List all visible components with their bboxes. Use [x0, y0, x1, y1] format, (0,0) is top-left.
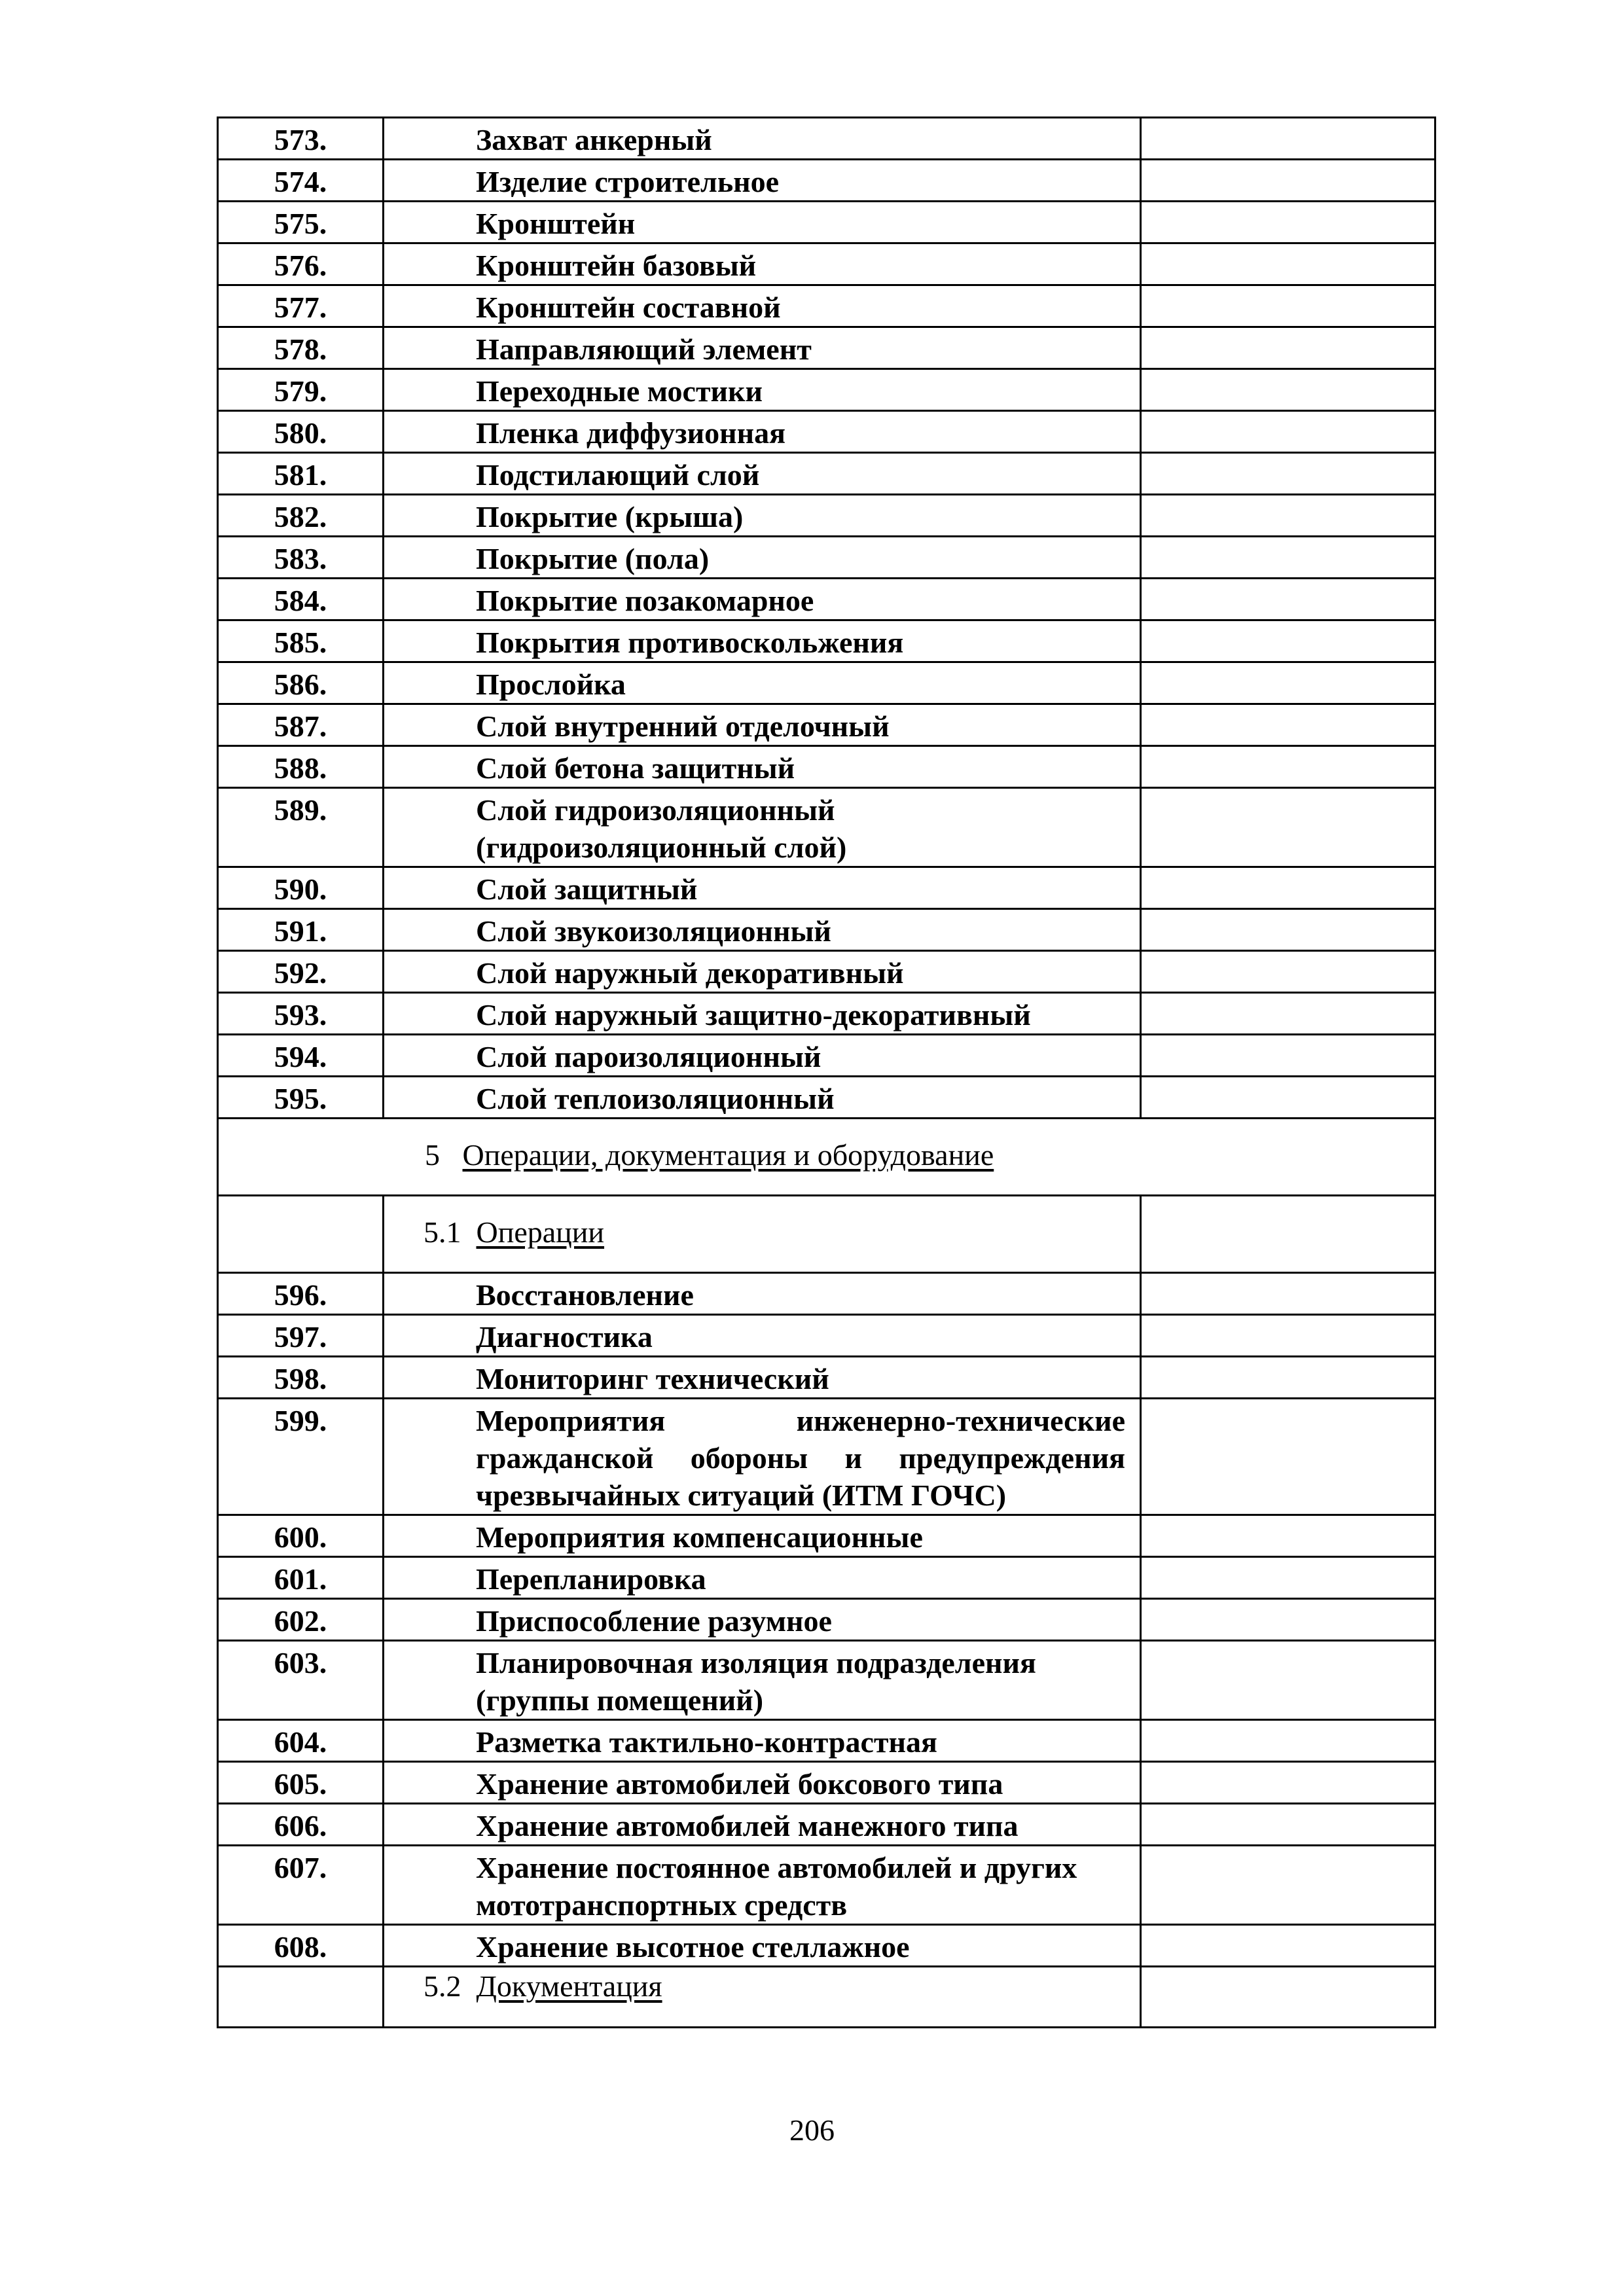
term-number: 580.	[218, 411, 384, 453]
term-row	[218, 369, 1435, 411]
term-extra-cell	[1141, 411, 1435, 453]
term-number: 607.	[218, 1846, 384, 1925]
term-name: Хранение постоянное автомобилей и других мототранспортных средств	[384, 1846, 1141, 1925]
term-number: 578.	[218, 327, 384, 369]
term-name: Пленка диффузионная	[384, 411, 1141, 453]
term-number: 573.	[218, 118, 384, 160]
term-name: Мониторинг технический	[384, 1357, 1141, 1399]
term-row	[218, 909, 1435, 951]
term-row	[218, 1925, 1435, 1967]
terms-group-b	[218, 1273, 1435, 1967]
term-name: Кронштейн базовый	[384, 243, 1141, 285]
term-number: 585.	[218, 620, 384, 662]
term-name: Мероприятия компенсационные	[384, 1515, 1141, 1557]
term-extra-cell	[1141, 788, 1435, 867]
term-extra-cell	[1141, 1804, 1435, 1846]
term-row	[218, 951, 1435, 993]
term-number: 601.	[218, 1557, 384, 1599]
subsection-number: 5.2	[424, 1969, 461, 2003]
term-extra-cell	[1141, 1599, 1435, 1641]
term-number: 584.	[218, 579, 384, 620]
term-extra-cell	[1141, 1399, 1435, 1515]
term-extra-cell	[1141, 1035, 1435, 1077]
subsection-heading	[384, 1196, 1141, 1273]
term-number: 593.	[218, 993, 384, 1035]
term-row	[218, 1720, 1435, 1762]
subsection-row	[218, 1967, 1435, 2028]
term-number: 574.	[218, 160, 384, 202]
term-name: Восстановление	[384, 1273, 1141, 1315]
section-5-group	[218, 1119, 1435, 1273]
term-row	[218, 993, 1435, 1035]
subsection-num-cell	[218, 1196, 384, 1273]
term-extra-cell	[1141, 202, 1435, 243]
term-number: 575.	[218, 202, 384, 243]
term-name: Покрытия противоскольжения	[384, 620, 1141, 662]
term-extra-cell	[1141, 951, 1435, 993]
term-extra-cell	[1141, 327, 1435, 369]
term-row	[218, 285, 1435, 327]
term-number: 603.	[218, 1641, 384, 1720]
term-number: 586.	[218, 662, 384, 704]
term-row	[218, 746, 1435, 788]
term-name: Хранение автомобилей боксового типа	[384, 1762, 1141, 1804]
term-name: Прослойка	[384, 662, 1141, 704]
term-number: 591.	[218, 909, 384, 951]
term-extra-cell	[1141, 1720, 1435, 1762]
term-row	[218, 1515, 1435, 1557]
term-name: Направляющий элемент	[384, 327, 1141, 369]
term-row	[218, 202, 1435, 243]
term-row	[218, 1035, 1435, 1077]
term-row	[218, 662, 1435, 704]
term-name: Подстилающий слой	[384, 453, 1141, 495]
term-name: Планировочная изоляция подразделения (группы помещений)	[384, 1641, 1141, 1720]
term-extra-cell	[1141, 620, 1435, 662]
term-name: Слой внутренний отделочный	[384, 704, 1141, 746]
term-name: Слой защитный	[384, 867, 1141, 909]
term-row	[218, 1315, 1435, 1357]
term-row	[218, 1273, 1435, 1315]
subsection-number: 5.1	[424, 1215, 461, 1249]
term-number: 604.	[218, 1720, 384, 1762]
term-row	[218, 160, 1435, 202]
term-extra-cell	[1141, 1641, 1435, 1720]
term-extra-cell	[1141, 867, 1435, 909]
term-row	[218, 788, 1435, 867]
term-number: 592.	[218, 951, 384, 993]
term-extra-cell	[1141, 453, 1435, 495]
term-name: Покрытие (пола)	[384, 537, 1141, 579]
term-number: 590.	[218, 867, 384, 909]
term-number: 587.	[218, 704, 384, 746]
section-number: 5	[425, 1138, 440, 1172]
term-extra-cell	[1141, 1357, 1435, 1399]
term-extra-cell	[1141, 160, 1435, 202]
term-extra-cell	[1141, 993, 1435, 1035]
term-number: 589.	[218, 788, 384, 867]
term-name: Приспособление разумное	[384, 1599, 1141, 1641]
term-extra-cell	[1141, 369, 1435, 411]
term-row	[218, 1599, 1435, 1641]
term-number: 581.	[218, 453, 384, 495]
term-name: Кронштейн	[384, 202, 1141, 243]
term-number: 588.	[218, 746, 384, 788]
term-name: Захват анкерный	[384, 118, 1141, 160]
term-name: Слой звукоизоляционный	[384, 909, 1141, 951]
term-name: Разметка тактильно-контрастная	[384, 1720, 1141, 1762]
term-name: Слой теплоизоляционный	[384, 1077, 1141, 1119]
term-extra-cell	[1141, 495, 1435, 537]
section-row	[218, 1119, 1435, 1196]
term-row	[218, 1762, 1435, 1804]
term-extra-cell	[1141, 1846, 1435, 1925]
term-number: 605.	[218, 1762, 384, 1804]
term-name: Переходные мостики	[384, 369, 1141, 411]
term-extra-cell	[1141, 1925, 1435, 1967]
term-name: Слой наружный декоративный	[384, 951, 1141, 993]
term-row	[218, 453, 1435, 495]
term-extra-cell	[1141, 243, 1435, 285]
term-extra-cell	[1141, 1315, 1435, 1357]
term-number: 599.	[218, 1399, 384, 1515]
section-title: Операции, документация и оборудование	[462, 1138, 994, 1172]
terms-group-a	[218, 118, 1435, 1119]
term-name: Мероприятия инженерно-технические гражданской обороны и предупреждения чрезвычайных ситуаций (ИТМ ГОЧС)	[384, 1399, 1141, 1515]
term-extra-cell	[1141, 579, 1435, 620]
term-number: 595.	[218, 1077, 384, 1119]
term-name: Слой бетона защитный	[384, 746, 1141, 788]
term-number: 577.	[218, 285, 384, 327]
subsection-heading	[384, 1967, 1141, 2028]
term-extra-cell	[1141, 1557, 1435, 1599]
term-row	[218, 411, 1435, 453]
term-number: 583.	[218, 537, 384, 579]
term-name: Кронштейн составной	[384, 285, 1141, 327]
term-number: 606.	[218, 1804, 384, 1846]
term-name: Покрытие позакомарное	[384, 579, 1141, 620]
subsection-extra-cell	[1141, 1196, 1435, 1273]
subsection-row	[218, 1196, 1435, 1273]
term-extra-cell	[1141, 704, 1435, 746]
subsection-5-2-group	[218, 1967, 1435, 2028]
term-extra-cell	[1141, 662, 1435, 704]
term-row	[218, 495, 1435, 537]
term-extra-cell	[1141, 118, 1435, 160]
term-row	[218, 620, 1435, 662]
term-extra-cell	[1141, 285, 1435, 327]
term-extra-cell	[1141, 537, 1435, 579]
term-number: 597.	[218, 1315, 384, 1357]
term-row	[218, 1641, 1435, 1720]
term-number: 579.	[218, 369, 384, 411]
page-number: 206	[789, 2113, 835, 2147]
term-row	[218, 1077, 1435, 1119]
subsection-title: Документация	[476, 1969, 662, 2003]
term-name: Хранение автомобилей манежного типа	[384, 1804, 1141, 1846]
term-number: 600.	[218, 1515, 384, 1557]
terms-table	[217, 117, 1436, 2028]
term-name: Слой пароизоляционный	[384, 1035, 1141, 1077]
term-name: Покрытие (крыша)	[384, 495, 1141, 537]
section-heading	[218, 1119, 1435, 1196]
term-number: 596.	[218, 1273, 384, 1315]
term-row	[218, 1399, 1435, 1515]
term-extra-cell	[1141, 909, 1435, 951]
term-row	[218, 704, 1435, 746]
subsection-title: Операции	[476, 1215, 605, 1249]
term-number: 602.	[218, 1599, 384, 1641]
subsection-extra-cell	[1141, 1967, 1435, 2028]
term-name: Слой наружный защитно-декоративный	[384, 993, 1141, 1035]
term-row	[218, 118, 1435, 160]
term-row	[218, 579, 1435, 620]
term-number: 582.	[218, 495, 384, 537]
term-extra-cell	[1141, 746, 1435, 788]
term-row	[218, 537, 1435, 579]
term-extra-cell	[1141, 1077, 1435, 1119]
subsection-num-cell	[218, 1967, 384, 2028]
term-extra-cell	[1141, 1762, 1435, 1804]
term-number: 608.	[218, 1925, 384, 1967]
term-number: 576.	[218, 243, 384, 285]
term-number: 594.	[218, 1035, 384, 1077]
term-name: Перепланировка	[384, 1557, 1141, 1599]
term-row	[218, 327, 1435, 369]
term-name: Хранение высотное стеллажное	[384, 1925, 1141, 1967]
term-extra-cell	[1141, 1515, 1435, 1557]
term-row	[218, 867, 1435, 909]
term-name: Слой гидроизоляционный (гидроизоляционный слой)	[384, 788, 1141, 867]
term-row	[218, 1557, 1435, 1599]
term-row	[218, 1357, 1435, 1399]
term-name: Изделие строительное	[384, 160, 1141, 202]
term-number: 598.	[218, 1357, 384, 1399]
term-row	[218, 243, 1435, 285]
term-name: Диагностика	[384, 1315, 1141, 1357]
term-row	[218, 1804, 1435, 1846]
term-row	[218, 1846, 1435, 1925]
term-extra-cell	[1141, 1273, 1435, 1315]
